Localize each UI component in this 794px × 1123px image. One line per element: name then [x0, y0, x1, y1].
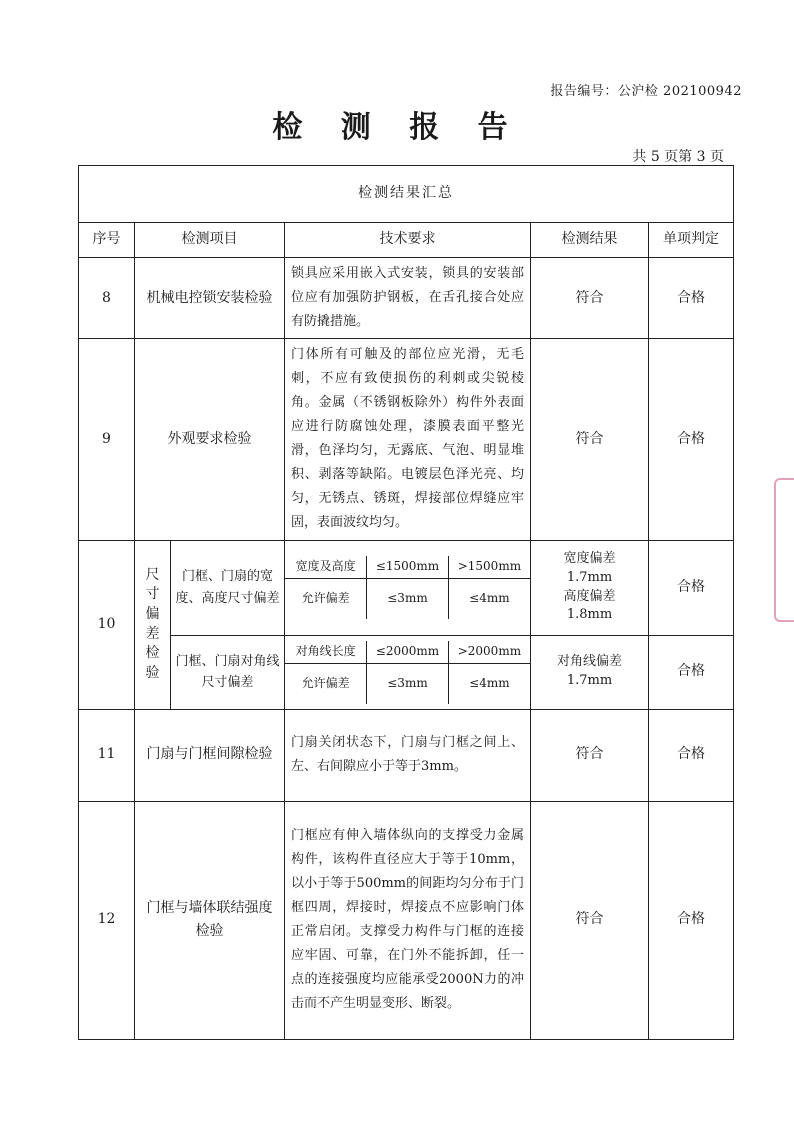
column-header: 检测结果: [531, 223, 649, 258]
verdict: 合格: [649, 709, 734, 801]
tolerance-value: ≤4mm: [469, 591, 510, 606]
verdict: 合格: [649, 801, 734, 1039]
table-header-row: [79, 223, 734, 258]
seal-stamp-fragment: [774, 478, 794, 622]
row-number: 11: [79, 709, 135, 801]
verdict: 合格: [649, 258, 734, 339]
column-header: 序号: [79, 223, 135, 258]
test-item: 门框、门扇对角线尺寸偏差: [171, 635, 285, 709]
tolerance-value: ≤3mm: [367, 579, 449, 620]
requirement: 锁具应采用嵌入式安装，锁具的安装部位应有加强防护钢板，在舌孔接合处应有防撬措施。: [285, 258, 531, 339]
tolerance-value: ≤4mm: [469, 675, 510, 690]
tolerance-table: [285, 556, 530, 619]
tolerance-header: ≤2000mm: [367, 641, 449, 664]
row-number: 10: [79, 540, 135, 709]
tolerance-header: >2000mm: [448, 641, 530, 664]
table-row: [79, 801, 734, 1039]
test-result: 符合: [531, 801, 649, 1039]
requirement: 门框应有伸入墙体纵向的支撑受力金属构件，该构件直径应大于等于10mm，以小于等于500mm的间距均匀分布于门框四周，焊接时，焊接点不应影响门体正常启闭。支撑受力构件与门框的连接应牢固、可靠，在门外不能拆卸，任一点的连接强度均应能承受2000N力的冲击而不产生明显变形、断裂。: [285, 801, 531, 1039]
test-item: 机械电控锁安装检验: [135, 258, 285, 339]
table-row: [79, 540, 734, 635]
column-header: 技术要求: [285, 223, 531, 258]
test-item: 门框、门扇的宽度、高度尺寸偏差: [171, 540, 285, 635]
test-item-group: 尺寸偏差检验: [135, 540, 171, 709]
tolerance-label: 允许偏差: [285, 579, 367, 620]
test-result: 符合: [531, 339, 649, 540]
page-title: 检 测 报 告: [272, 110, 522, 145]
row-number: 12: [79, 801, 135, 1039]
column-header: 检测项目: [135, 223, 285, 258]
verdict: 合格: [649, 339, 734, 540]
tolerance-table: [285, 641, 530, 704]
results-table: [78, 165, 734, 1040]
verdict: 合格: [649, 540, 734, 635]
test-result: 对角线偏差 1.7mm: [531, 635, 649, 709]
test-result: 宽度偏差 1.7mm 高度偏差 1.8mm: [531, 540, 649, 635]
tolerance-header: >1500mm: [448, 556, 530, 579]
test-result: 符合: [531, 258, 649, 339]
requirement: 门扇关闭状态下，门扇与门框之间上、左、右间隙应小于等于3mm。: [285, 709, 531, 801]
test-item: 外观要求检验: [135, 339, 285, 540]
verdict: 合格: [649, 635, 734, 709]
column-header: 单项判定: [649, 223, 734, 258]
requirement: [285, 635, 531, 709]
tolerance-label: 允许偏差: [285, 663, 367, 704]
summary-title: 检测结果汇总: [79, 166, 734, 223]
page-number: 共 5 页第 3 页: [632, 149, 724, 165]
test-item: 门框与墙体联结强度检验: [135, 801, 285, 1039]
test-item: 门扇与门框间隙检验: [135, 709, 285, 801]
tolerance-header: 对角线长度: [285, 641, 367, 664]
tolerance-value: ≤3mm: [367, 663, 449, 704]
table-row: [79, 258, 734, 339]
test-result: 符合: [531, 709, 649, 801]
table-row: [79, 339, 734, 540]
table-row: [79, 709, 734, 801]
tolerance-header: ≤1500mm: [367, 556, 449, 579]
report-number: 报告编号：公沪检 202100942: [550, 84, 742, 99]
tolerance-header: 宽度及高度: [285, 556, 367, 579]
requirement: [285, 540, 531, 635]
row-number: 8: [79, 258, 135, 339]
table-row: [79, 635, 734, 709]
row-number: 9: [79, 339, 135, 540]
requirement: 门体所有可触及的部位应光滑，无毛刺，不应有致使损伤的利刺或尖锐棱角。金属（不锈钢板除外）构件外表面应进行防腐蚀处理，漆膜表面平整光滑，色泽均匀，无露底、气泡、明显堆积、剥落等缺陷。电镀层色泽光亮、均匀，无锈点、锈斑，焊接部位焊缝应牢固，表面波纹均匀。: [285, 339, 531, 540]
